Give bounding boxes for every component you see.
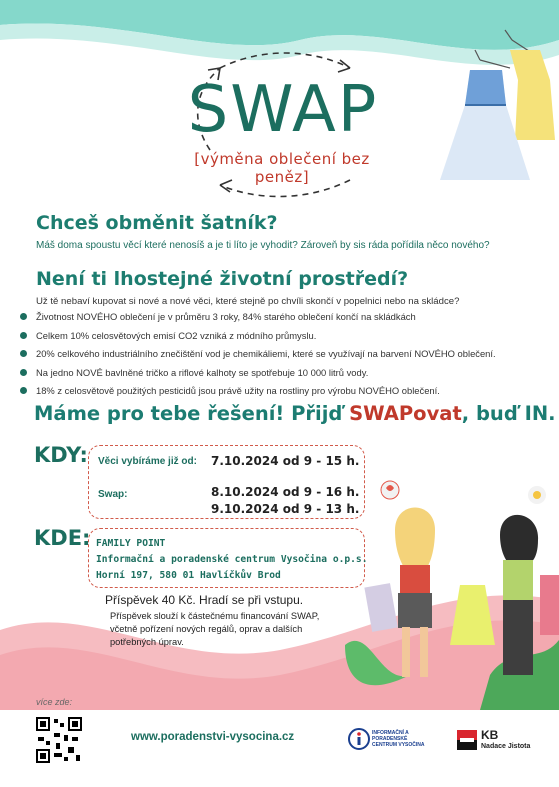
swap-label: Swap: <box>98 489 128 500</box>
page-title: SWAP <box>187 73 379 147</box>
list-item: 20% celkového industriálního znečištění vod je chemikáliemi, které se využívají na barvení NOVÉHO oblečení. <box>20 347 540 366</box>
info-center-logo-icon <box>348 728 370 750</box>
list-item: Celkem 10% celosvětových emisí CO2 vzniká z módního průmyslu. <box>20 329 540 348</box>
heading-wardrobe: Chceš obměnit šatník? <box>36 212 278 234</box>
swap-date-2: 9.10.2024 od 9 - 13 h. <box>211 502 360 516</box>
contribution-heading: Příspěvek 40 Kč. Hradí se při vstupu. <box>105 593 304 607</box>
address-line-3: Horní 197, 580 01 Havlíčkův Brod <box>96 570 281 581</box>
heading-environment: Není ti lhostejné životní prostředí? <box>36 268 409 290</box>
facts-list <box>20 310 540 403</box>
main-claim: Máme pro tebe řešení! Přijď SWAPovat, buď IN. <box>34 402 556 425</box>
address-line-1: FAMILY POINT <box>96 538 166 549</box>
contribution-text: Příspěvek slouží k částečnému financování SWAP, včetně pořízení nových regálů, oprav a dalších potřebných úprav. <box>110 611 320 647</box>
when-label: KDY: <box>34 443 88 467</box>
kb-foundation-name: Nadace Jistota <box>481 743 531 750</box>
text-wardrobe: Máš doma spoustu věcí které nenosíš a je ti líto je vyhodit? Zároveň by sis ráda pořídila něco nového? <box>36 240 490 251</box>
more-info-label: více zde: <box>36 697 73 707</box>
dresses-illustration <box>440 20 559 190</box>
where-label: KDE: <box>34 526 91 550</box>
qr-code-icon[interactable] <box>36 717 82 763</box>
kb-name: KB <box>481 728 499 742</box>
info-center-name: INFORMAČNÍ A PORADENSKÉ CENTRUM VYSOČINA <box>372 730 425 748</box>
website-link[interactable]: www.poradenstvi-vysocina.cz <box>131 731 295 743</box>
page-subtitle: [výměna oblečení bez peněz] <box>194 150 370 186</box>
address-line-2: Informační a poradenské centrum Vysočina o.p.s. <box>96 554 368 565</box>
list-item: Životnost NOVÉHO oblečení je v průměru 3 roky, 84% starého oblečení končí na skládkách <box>20 310 540 329</box>
women-shopping-illustration <box>340 475 559 710</box>
kb-logo-icon <box>457 730 477 750</box>
list-item: 18% z celosvětově použitých pesticidů jsou právě užity na rostliny pro výrobu NOVÉHO oblečení. <box>20 384 540 403</box>
collect-date: 7.10.2024 od 9 - 15 h. <box>211 454 360 468</box>
swap-date-1: 8.10.2024 od 9 - 16 h. <box>211 485 360 499</box>
list-item: Na jedno NOVÉ bavlněné tričko a riflové kalhoty se spotřebuje 10 000 litrů vody. <box>20 366 540 385</box>
collect-label: Věci vybíráme již od: <box>98 456 197 467</box>
text-environment-intro: Už tě nebaví kupovat si nové a nové věci, které stejně po chvíli skončí v popelnici nebo na skládce? <box>36 296 460 307</box>
